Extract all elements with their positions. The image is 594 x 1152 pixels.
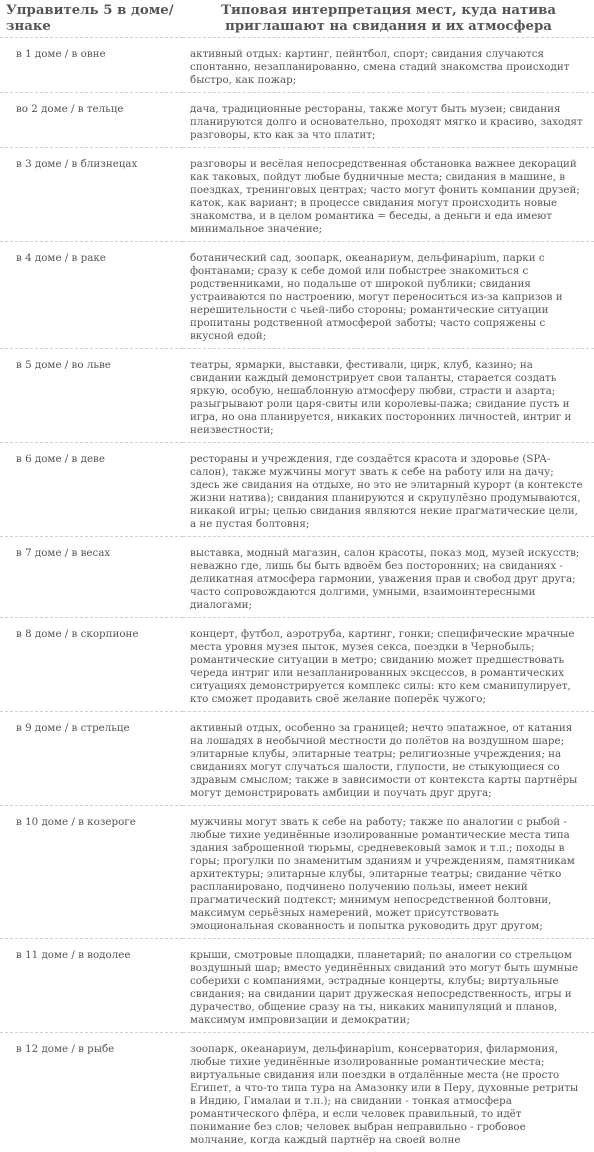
house-sign-cell: в 9 доме / в стрельце — [0, 712, 183, 806]
interpretation-cell: разговоры и весёлая непосредственная обстановка важнее декораций как таковых, пойдут любые будничные места; свидания в машине, в поездках, тренинговых центрах; часто могут фонить компании друзей; каток, как вариант; в процессе свидания могут происходить новые знакомства, и в целом романтика = беседы, а деньги и еда имеют минимальное значение; — [183, 148, 594, 242]
table-row — [0, 712, 594, 806]
table-row — [0, 806, 594, 939]
house-sign-cell: во 2 доме / в тельце — [0, 93, 183, 148]
table-row — [0, 93, 594, 148]
header-interpretation: Типовая интерпретация мест, куда натива приглашают на свидания и их атмосфера — [183, 0, 594, 38]
interpretation-cell: активный отдых, особенно за границей; нечто эпатажное, от катания на лошадях в необычной местности до полётов на воздушном шаре; элитарные клубы, элитарные театры; религиозные учреждения; на свиданиях могут случаться шалости, глупости, не стыкующиеся со здравым смыслом; также в зависимости от контекста карты партнёры могут демонстрировать амбиции и поучать друг друга; — [183, 712, 594, 806]
house-sign-cell: в 10 доме / в козероге — [0, 806, 183, 939]
table-row — [0, 537, 594, 618]
interpretation-cell: ботанический сад, зоопарк, океанариум, дельфинарium, парки с фонтанами; сразу к себе домой или побыстрее знакомиться с родственниками, но подальше от широкой публики; свидания устраиваются по настроению, могут переноситься из-за капризов и нерешительности с чьей-либо стороны; романтические ситуации пропитаны родственной атмосферой заботы; часто сопряжены с вкусной едой; — [183, 242, 594, 349]
interpretation-cell: крыши, смотровые площадки, планетарий; по аналогии со стрельцом воздушный шар; вместо уединённых свиданий это могут быть шумные соберихи с компаниями, эстрадные концерты, клубы; виртуальные свидания; на свидании царит дружеская непосредственность, игры и дурачество, общение сразу на ты, никаких манипуляций и планов, максимум импровизации и демократии; — [183, 939, 594, 1033]
table-row — [0, 148, 594, 242]
interpretation-cell: активный отдых: картинг, пейнтбол, спорт; свидания случаются спонтанно, незапланированно, смена стадий знакомства происходит быстро, как пожар; — [183, 38, 594, 93]
house-sign-cell: в 7 доме / в весах — [0, 537, 183, 618]
interpretation-cell: выставка, модный магазин, салон красоты, показ мод, музей искусств; неважно где, лишь бы быть вдвоём без посторонних; на свиданиях - деликатная атмосфера гармонии, уважения прав и свобод друг друга; часто сопровождаются долгими, умными, взаимоинтересными диалогами; — [183, 537, 594, 618]
table-row — [0, 1033, 594, 1152]
interpretation-cell: рестораны и учреждения, где создаётся красота и здоровье (SPA-салон), также мужчины могут звать к себе на работу или на дачу; здесь же свидания на отдыхе, но это не элитарный курорт (в контексте жизни натива); свидания планируются и скрупулёзно продумываются, никакой игры; целью свидания являются некие прагматические цели, а не пустая болтовня; — [183, 443, 594, 537]
interpretation-cell: театры, ярмарки, выставки, фестивали, цирк, клуб, казино; на свидании каждый демонстрирует свои таланты, старается создать яркую, особую, нешаблонную атмосферу любви, страсти и азарта; разыгрывают роли царя-свиты или королевы-пажа; свидание пусть и игра, но она планируется, никаких посторонних личностей, интриг и неизвестности; — [183, 349, 594, 443]
house-sign-cell: в 5 доме / во льве — [0, 349, 183, 443]
house-sign-cell: в 11 доме / в водолее — [0, 939, 183, 1033]
table-row — [0, 939, 594, 1033]
interpretation-cell: мужчины могут звать к себе на работу; также по аналогии с рыбой - любые тихие уединённые изолированные романтические места типа здания заброшенной тюрьмы, средневековый замок и т.п.; походы в горы; прогулки по знаменитым зданиям и учреждениям, памятникам архитектуры; элитарные клубы, элитарные театры; свидание чётко распланировано, подчинено получению пользы, имеет некий прагматический подтекст; минимум непосредственной болтовни, максимум серьёзных намерений, может присутствовать эмоциональная скованность и попытка руководить друг другом; — [183, 806, 594, 939]
house-sign-cell: в 12 доме / в рыбе — [0, 1033, 183, 1152]
header-ruler: Управитель 5 в доме/знаке — [0, 0, 183, 38]
table-row — [0, 38, 594, 93]
table-row — [0, 242, 594, 349]
house-sign-cell: в 6 доме / в деве — [0, 443, 183, 537]
house-sign-cell: в 8 доме / в скорпионе — [0, 618, 183, 712]
table-body — [0, 38, 594, 1152]
table-row — [0, 618, 594, 712]
interpretation-cell: зоопарк, океанариум, дельфинарium, консерватория, филармония, любые тихие уединённые изолированные романтические места; виртуальные свидания или поездки в отдалённые места (не просто Египет, а что-то типа тура на Амазонку или в Перу, духовные ретриты в Индию, Гималаи и т.п.); на свидании - тонкая атмосфера романтического флёра, и если человек правильный, то идёт понимание без слов; человек выбран неправильно - гробовое молчание, когда каждый партнёр на своей волне — [183, 1033, 594, 1152]
table-header-row — [0, 0, 594, 38]
interpretation-cell: дача, традиционные рестораны, также могут быть музеи; свидания планируются долго и основательно, проходят мягко и красиво, заходят разговоры, кто как за что платит; — [183, 93, 594, 148]
house-sign-cell: в 4 доме / в раке — [0, 242, 183, 349]
table-row — [0, 349, 594, 443]
interpretation-cell: концерт, футбол, аэротруба, картинг, гонки; специфические мрачные места уровня музея пыток, музея секса, поездки в Чернобыль; романтические ситуации в метро; свиданию может предшествовать череда интриг или незапланированных эксцессов, в романтических ситуациях демонстрируется комплекс силы: кто кем сманипулирует, кто сможет продавить своё желание поперёк чужого; — [183, 618, 594, 712]
house-sign-cell: в 3 доме / в близнецах — [0, 148, 183, 242]
table-row — [0, 443, 594, 537]
house-sign-cell: в 1 доме / в овне — [0, 38, 183, 93]
